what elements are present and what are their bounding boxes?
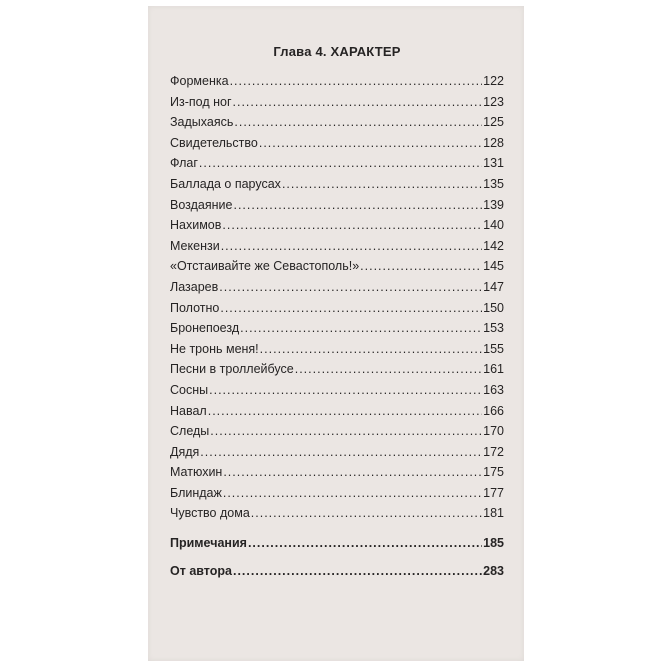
entry-title: Флаг: [170, 156, 198, 171]
entry-page-number: 175: [483, 465, 504, 480]
author-section: [170, 564, 504, 585]
toc-entry: [170, 506, 504, 527]
entry-page-number: 163: [483, 382, 504, 397]
entry-title: Полотно: [170, 300, 220, 315]
toc-entry: [170, 404, 504, 425]
toc-entry: [170, 218, 504, 239]
entry-title: Свидетельство: [170, 135, 258, 150]
toc-entry: [170, 239, 504, 260]
toc-entry: [170, 136, 504, 157]
entry-title: Не тронь меня!: [170, 341, 259, 356]
dot-leader: [360, 259, 482, 273]
entry-title: Примечания: [170, 536, 247, 550]
toc-entry: [170, 301, 504, 322]
entry-title: Следы: [170, 424, 210, 439]
dot-leader: [251, 506, 482, 520]
toc-entry: [170, 74, 504, 95]
toc-entry: [170, 259, 504, 280]
entry-page-number: 122: [483, 74, 504, 88]
entry-title: Бронепоезд: [170, 321, 240, 336]
entry-title: Мекензи: [170, 238, 220, 253]
dot-leader: [220, 301, 482, 315]
dot-leader: [200, 445, 482, 459]
entry-page-number: 135: [483, 176, 504, 191]
entry-page-number: 185: [483, 536, 504, 550]
entry-page-number: 181: [483, 506, 504, 521]
entry-page-number: 155: [483, 341, 504, 356]
toc-entry: [170, 115, 504, 136]
entry-page-number: 131: [483, 156, 504, 171]
dot-leader: [219, 280, 482, 294]
entry-page-number: 142: [483, 238, 504, 253]
entry-title: Баллада о парусах: [170, 176, 281, 191]
toc-entry: [170, 424, 504, 445]
dot-leader: [259, 136, 482, 150]
dot-leader: [208, 404, 482, 418]
entry-page-number: 150: [483, 300, 504, 315]
toc-entry: [170, 486, 504, 507]
entry-page-number: 125: [483, 115, 504, 130]
dot-leader: [233, 95, 483, 109]
entry-page-number: 283: [483, 564, 504, 578]
entry-title: «Отстаивайте же Севастополь!»: [170, 259, 360, 274]
entry-title: Нахимов: [170, 218, 222, 233]
toc-entry: [170, 362, 504, 383]
dot-leader: [221, 239, 482, 253]
entry-title: Матюхин: [170, 465, 223, 480]
toc-entry: [170, 445, 504, 466]
toc-entry: [170, 95, 504, 116]
dot-leader: [240, 321, 482, 335]
dot-leader: [248, 536, 482, 550]
dot-leader: [282, 177, 482, 191]
entry-page-number: 153: [483, 321, 504, 336]
dot-leader: [210, 424, 482, 438]
entry-title: Лазарев: [170, 279, 219, 294]
dot-leader: [222, 218, 482, 232]
toc-entry: [170, 383, 504, 404]
toc-entry: [170, 342, 504, 363]
toc-entry: [170, 280, 504, 301]
entry-page-number: 177: [483, 485, 504, 500]
entry-title: Из-под ног: [170, 94, 232, 109]
dot-leader: [230, 74, 483, 88]
dot-leader: [295, 362, 482, 376]
notes-section: [170, 536, 504, 557]
dot-leader: [233, 198, 482, 212]
dot-leader: [209, 383, 482, 397]
entry-page-number: 128: [483, 135, 504, 150]
entry-page-number: 172: [483, 444, 504, 459]
entry-title: Сосны: [170, 382, 209, 397]
entry-title: Форменка: [170, 74, 229, 88]
entry-title: Навал: [170, 403, 207, 418]
book-page: [148, 6, 524, 661]
entry-page-number: 145: [483, 259, 504, 274]
entry-title: От автора: [170, 564, 232, 578]
toc-entry: [170, 321, 504, 342]
dot-leader: [233, 564, 482, 578]
entry-title: Дядя: [170, 444, 200, 459]
dot-leader: [223, 486, 482, 500]
entry-title: Песни в троллейбусе: [170, 362, 294, 377]
entry-page-number: 139: [483, 197, 504, 212]
entry-title: Задыхаясь: [170, 115, 234, 130]
toc-entry: [170, 177, 504, 198]
dot-leader: [234, 115, 482, 129]
entry-page-number: 147: [483, 279, 504, 294]
entry-page-number: 140: [483, 218, 504, 233]
toc-entry-notes: [170, 536, 504, 557]
entry-title: Воздаяние: [170, 197, 233, 212]
toc-entry: [170, 465, 504, 486]
entry-page-number: 166: [483, 403, 504, 418]
toc-entries: [170, 74, 504, 527]
entry-page-number: 161: [483, 362, 504, 377]
chapter-heading: Глава 4. ХАРАКТЕР: [273, 44, 401, 59]
toc-entry-author: [170, 564, 504, 585]
dot-leader: [260, 342, 482, 356]
dot-leader: [199, 156, 482, 170]
entry-page-number: 170: [483, 424, 504, 439]
toc-entry: [170, 198, 504, 219]
entry-page-number: 123: [483, 94, 504, 109]
toc-entry: [170, 156, 504, 177]
entry-title: Блиндаж: [170, 485, 222, 500]
entry-title: Чувство дома: [170, 506, 250, 521]
dot-leader: [223, 465, 482, 479]
